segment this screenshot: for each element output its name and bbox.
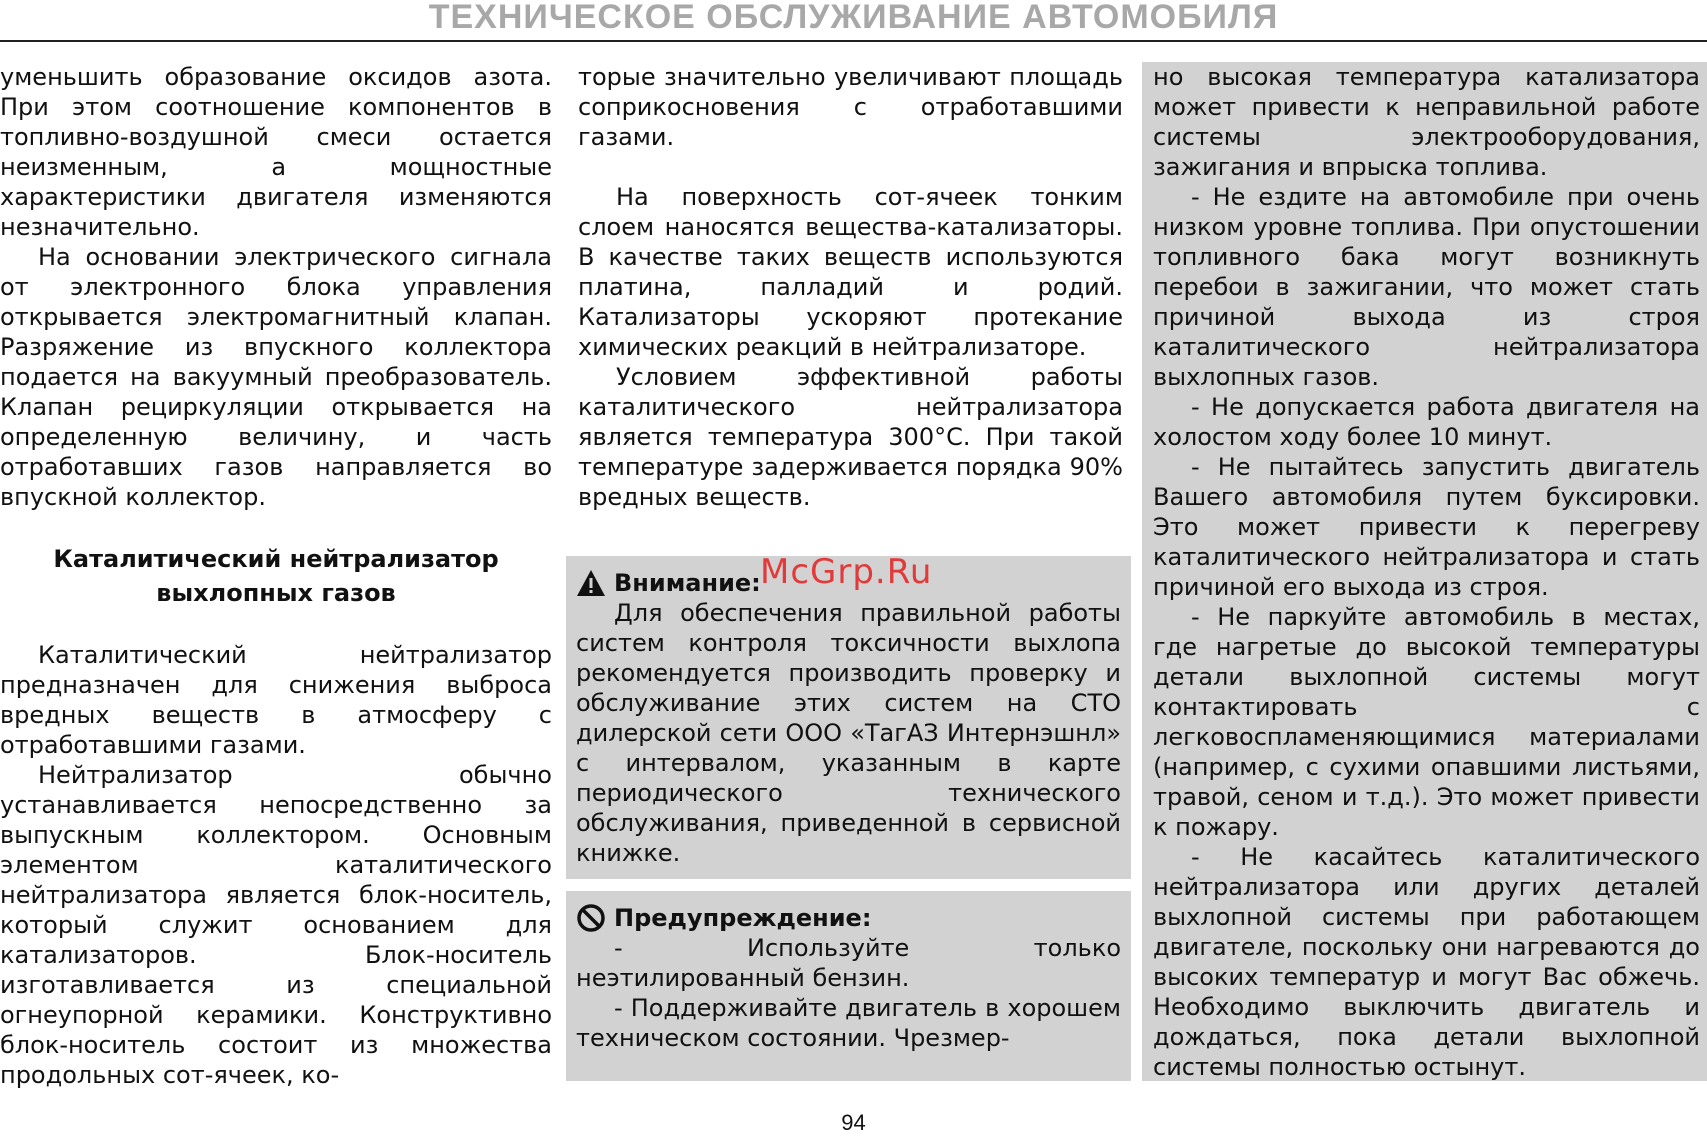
column3-paragraph-2: - Не ездите на автомобиле при очень низком уровне топлива. При опустошении топливного бака могут возникнуть перебои в зажигании, что может стать причиной выхода из строя каталитического нейтрализатора выхлопных газов. <box>1153 183 1700 391</box>
warning-title: Внимание: <box>614 569 761 597</box>
column2-paragraph-3: Условием эффективной работы каталитического нейтрализатора является температура 300°С. При такой температуре задерживается порядка 90% вредных веществ. <box>578 363 1123 511</box>
column3-paragraph-1: но высокая температура катализатора может привести к неправильной работе системы электрооборудования, зажигания и впрыска топлива. <box>1153 63 1700 181</box>
column1-paragraph-1: уменьшить образование оксидов азота. При этом соотношение компонентов в топливно-воздушной смеси остается неизменным, а мощностные характеристики двигателя изменяются незначительно. <box>0 63 552 241</box>
column3-paragraph-3: - Не допускается работа двигателя на холостом ходу более 10 минут. <box>1153 393 1700 451</box>
column-3 <box>1153 62 1700 1082</box>
column2-paragraph-1: торые значительно увеличивают площадь соприкосновения с отработавшими газами. <box>578 63 1123 151</box>
watermark-text: McGrp.Ru <box>760 552 933 592</box>
warning-text: Для обеспечения правильной работы систем контроля токсичности выхлопа рекомендуется производить проверку и обслуживание этих систем на СТО дилерской сети ООО «ТагАЗ Интернэшнл» с интервалом, указанным в карте периодического технического обслуживания, приведенной в сервисной книжке. <box>576 599 1121 867</box>
warning-triangle-icon <box>576 568 606 598</box>
column2-paragraph-2: На поверхность сот-ячеек тонким слоем наносятся вещества-катализаторы. В качестве таких веществ используются платина, палладий и родий. Катализаторы ускоряют протекание химических реакций в нейтрализаторе. <box>578 183 1123 361</box>
prohibition-icon <box>576 903 606 933</box>
page-number: 94 <box>841 1110 866 1135</box>
section-heading: Каталитический нейтрализатор выхлопных газов <box>53 545 499 607</box>
column1-paragraph-3: Каталитический нейтрализатор предназначен для снижения выброса вредных веществ в атмосферу с отработавшими газами. <box>0 641 552 759</box>
caution-box-header <box>576 903 1121 933</box>
page-header-title: ТЕХНИЧЕСКОЕ ОБСЛУЖИВАНИЕ АВТОМОБИЛЯ <box>428 0 1279 36</box>
header-divider <box>0 40 1707 42</box>
column3-paragraph-4: - Не пытайтесь запустить двигатель Вашего автомобиля путем буксировки. Это может привести к перегреву каталитического нейтрализатора и стать причиной его выхода из строя. <box>1153 453 1700 601</box>
column1-paragraph-2: На основании электрического сигнала от электронного блока управления открывается электромагнитный клапан. Разряжение из впускного коллектора подается на вакуумный преобразователь. Клапан рециркуляции открывается на определенную величину, и часть отработавших газов направляется во впускной коллектор. <box>0 243 552 511</box>
column-1 <box>0 62 552 1090</box>
column3-paragraph-5: - Не паркуйте автомобиль в местах, где нагретые до высокой температуры детали выхлопной системы могут контактировать с легковоспламеняющимися материалами (например, с сухими опавшими листьями, травой, сеном и т.д.). Это может привести к пожару. <box>1153 603 1700 841</box>
column-2 <box>578 62 1123 512</box>
caution-box <box>566 891 1131 1081</box>
caution-title: Предупреждение: <box>614 904 872 932</box>
column3-paragraph-6: - Не касайтесь каталитического нейтрализатора или других деталей выхлопной системы при работающем двигателе, поскольку они нагреваются до высоких температур и могут Вас обжечь. Необходимо выключить двигатель и дождаться, пока детали выхлопной системы полностью остынут. <box>1153 843 1700 1081</box>
warning-box <box>566 556 1131 879</box>
caution-item-2: - Поддерживайте двигатель в хорошем техническом состоянии. Чрезмер- <box>576 994 1121 1052</box>
column1-paragraph-4: Нейтрализатор обычно устанавливается непосредственно за выпускным коллектором. Основным элементом каталитического нейтрализатора является блок-носитель, который служит основанием для катализаторов. Блок-носитель изготавливается из специальной огнеупорной керамики. Конструктивно блок-носитель состоит из множества продольных сот-ячеек, ко- <box>0 761 552 1089</box>
caution-item-1: - Используйте только неэтилированный бензин. <box>576 934 1121 992</box>
